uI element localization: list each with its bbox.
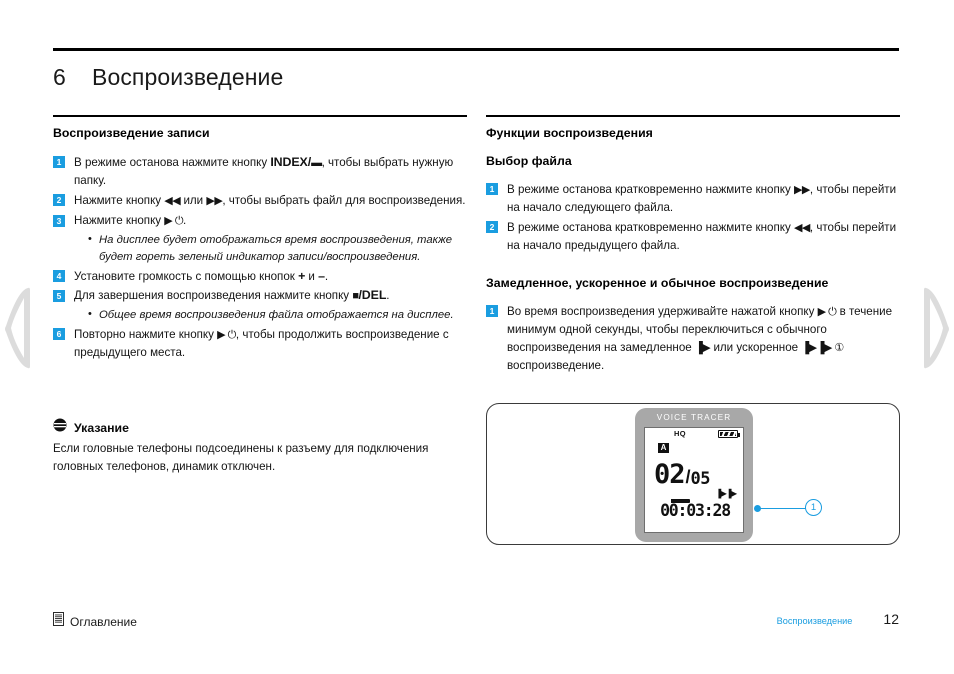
subheading-speed-playback: Замедленное, ускоренное и обычное воспроизведение (486, 275, 829, 290)
button-glyph-icon: ▐▶ (694, 341, 711, 354)
button-glyph-icon: ■ (352, 290, 359, 302)
header-rule (53, 48, 899, 51)
step-number-badge: 1 (486, 183, 498, 195)
step-note: • На дисплее будет отображаться время воспроизведения, также будет гореть зеленый индикатор записи/воспроизведения. (88, 232, 467, 266)
chapter-title: Воспроизведение (92, 64, 284, 90)
button-glyph-icon: ◀◀ (793, 221, 810, 234)
tip-body: Если головные телефоны подсоединены к разъему для подключения головных телефонов, динамик отключен. (53, 442, 429, 473)
voice-recorder-device (635, 408, 753, 542)
lcd-current-file: 02 (654, 459, 685, 490)
button-glyph-icon: ◀◀ (164, 194, 181, 207)
instruction-step: 2 В режиме останова кратковременно нажмите кнопку ◀◀, чтобы перейти на начало предыдущего файла. (486, 219, 900, 255)
button-glyph-icon: ▶ ⏻ (164, 215, 184, 227)
button-glyph-icon: ▶▶ (206, 194, 223, 207)
prev-page-arrow[interactable] (0, 286, 30, 370)
section-heading-playback-record: Воспроизведение записи (53, 125, 210, 140)
lcd-speed-indicator: ▐▶▐▶ (715, 489, 736, 498)
file-select-steps (486, 181, 900, 255)
step-number-badge: 6 (53, 328, 65, 340)
lcd-folder-indicator: A (658, 443, 669, 453)
device-brand-label: VOICE TRACER (656, 413, 732, 422)
callout-leader-line (760, 508, 806, 509)
right-column (486, 115, 900, 377)
left-column (53, 115, 467, 364)
step-number-badge: 2 (486, 221, 498, 233)
instruction-step: 2 Нажмите кнопку ◀◀ или ▶▶, чтобы выбрать файл для воспроизведения. (53, 192, 467, 211)
step-notes (74, 307, 467, 324)
next-page-arrow[interactable] (924, 286, 954, 370)
callout-number-1: 1 (805, 499, 822, 516)
playback-record-steps (53, 154, 467, 362)
toc-label: Оглавление (70, 614, 137, 629)
lcd-quality-indicator: HQ (674, 429, 686, 438)
key-label: + (298, 268, 306, 283)
key-label: – (318, 268, 325, 283)
button-glyph-icon: ▶▶ (793, 183, 810, 196)
toc-link[interactable] (53, 612, 137, 631)
battery-icon (718, 430, 738, 438)
lcd-total-files: 05 (690, 469, 711, 489)
subheading-file-select: Выбор файла (486, 153, 572, 168)
step-note: • Общее время воспроизведения файла отображается на дисплее. (88, 307, 467, 324)
instruction-step: 1 Во время воспроизведения удерживайте нажатой кнопку ▶ ⏻ в течение минимум одной секунды, чтобы переключиться с обычного воспроизведения на замедленное ▐▶ или ускоренное ▐▶▐▶ ① воспроизведение. (486, 303, 900, 375)
key-label: INDEX/ (270, 154, 312, 169)
instruction-step: 1 В режиме останова нажмите кнопку INDEX/▬, чтобы выбрать нужную папку. (53, 154, 467, 190)
tip-title: Указание (74, 420, 129, 435)
instruction-step: 1 В режиме останова кратковременно нажмите кнопку ▶▶, чтобы перейти на начало следующего файла. (486, 181, 900, 217)
instruction-step: 5 Для завершения воспроизведения нажмите кнопку ■/DEL. • Общее время воспроизведения файла отображается на дисплее. (53, 287, 467, 324)
tip-block (53, 418, 453, 475)
device-figure (486, 403, 900, 545)
instruction-step: 3 Нажмите кнопку ▶ ⏻. • На дисплее будет отображаться время воспроизведения, также будет гореть зеленый индикатор записи/воспроизведения. (53, 212, 467, 266)
step-notes (74, 232, 467, 266)
step-number-badge: 1 (486, 305, 498, 317)
step-number-badge: 4 (53, 270, 65, 282)
button-glyph-icon: ▬ (311, 156, 322, 169)
lcd-file-separator: / (685, 467, 691, 487)
instruction-step: 6 Повторно нажмите кнопку ▶ ⏻, чтобы продолжить воспроизведение с предыдущего места. (53, 326, 467, 362)
footer-right (777, 611, 899, 627)
list-icon (53, 612, 64, 631)
chapter-number: 6 (53, 64, 66, 90)
instruction-step: 4 Установите громкость с помощью кнопок + и –. (53, 268, 467, 286)
lcd-time-display: 00:03:28 (660, 501, 730, 520)
callout-ref-icon: ① (831, 341, 844, 354)
right-column-rule (486, 115, 900, 117)
footer-chapter-ref: Воспроизведение (776, 616, 853, 626)
step-number-badge: 5 (53, 290, 65, 302)
footer-page-number: 12 (883, 611, 899, 627)
button-glyph-icon: ▶ ⏻ (817, 305, 837, 318)
left-column-rule (53, 115, 467, 117)
section-heading-playback-functions: Функции воспроизведения (486, 125, 653, 140)
page-title (53, 64, 573, 91)
step-number-badge: 2 (53, 194, 65, 206)
device-lcd-screen (644, 427, 744, 533)
note-icon (53, 418, 67, 437)
button-glyph-icon: ▶ ⏻ (217, 328, 236, 341)
step-number-badge: 3 (53, 215, 65, 227)
button-glyph-icon: ▐▶▐▶ (801, 341, 832, 354)
speed-playback-steps (486, 303, 900, 375)
key-label: /DEL (358, 288, 387, 302)
step-number-badge: 1 (53, 156, 65, 168)
